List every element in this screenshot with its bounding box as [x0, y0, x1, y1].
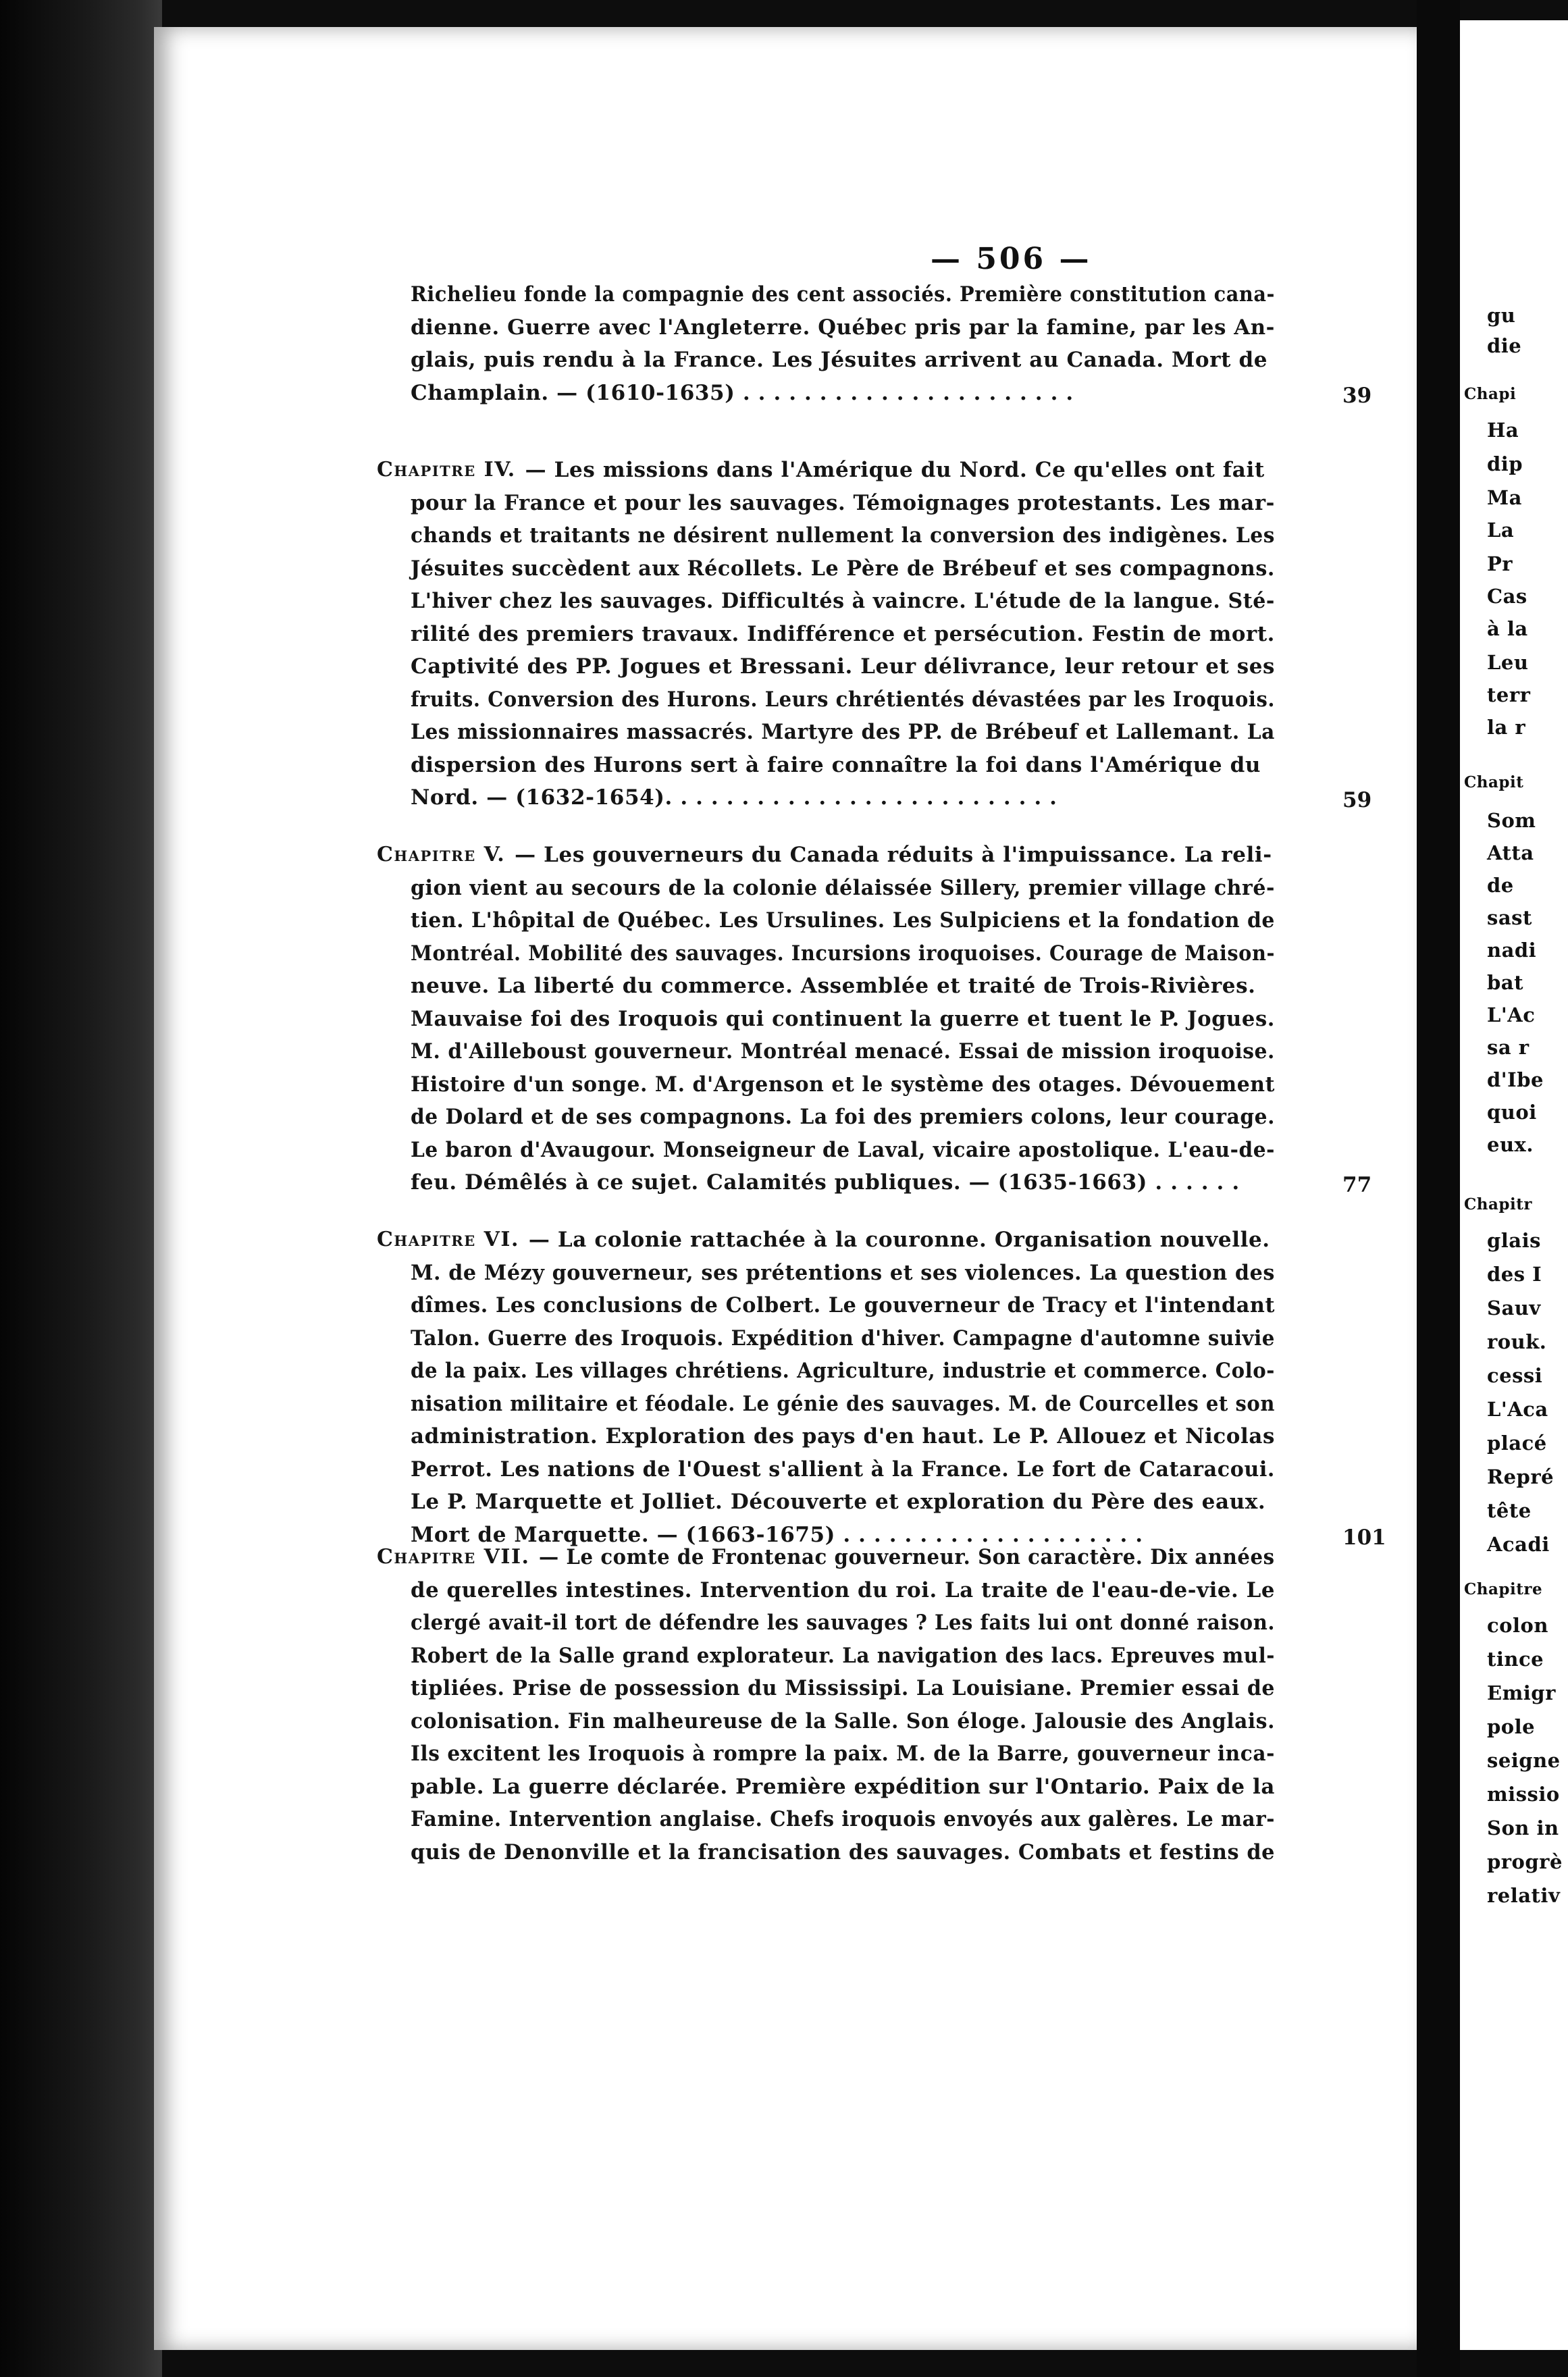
toc-page-number: 101 — [1342, 1525, 1386, 1550]
toc-page-number: 77 — [1342, 1173, 1372, 1197]
adjacent-text-fragment: Pr — [1487, 552, 1513, 575]
toc-line: Ils excitent les Iroquois à rompre la paix. M. de la Barre, gouverneur inca- — [411, 1742, 1275, 1766]
toc-line: Famine. Intervention anglaise. Chefs iroquois envoyés aux galères. Le mar- — [411, 1807, 1275, 1831]
adjacent-text-fragment: gu — [1487, 304, 1516, 327]
toc-line: dienne. Guerre avec l'Angleterre. Québec pris par la famine, par les An- — [411, 315, 1275, 340]
adjacent-page-fragment — [1460, 20, 1568, 2350]
adjacent-chapter-label: Chapitre — [1464, 1580, 1543, 1598]
adjacent-text-fragment: Son in — [1487, 1817, 1559, 1839]
adjacent-text-fragment: de — [1487, 874, 1514, 897]
toc-line: — Les missions dans l'Amérique du Nord. Ce qu'elles ont fait — [525, 458, 1265, 482]
adjacent-text-fragment: à la — [1487, 617, 1528, 640]
toc-line: nisation militaire et féodale. Le génie des sauvages. M. de Courcelles et son — [411, 1391, 1275, 1416]
adjacent-chapter-label: Chapi — [1464, 385, 1517, 403]
toc-line: de la paix. Les villages chrétiens. Agriculture, industrie et commerce. Colo- — [411, 1359, 1275, 1383]
adjacent-text-fragment: Cas — [1487, 585, 1527, 608]
toc-line: M. de Mézy gouverneur, ses prétentions et ses violences. La question des — [411, 1260, 1275, 1285]
toc-line: de Dolard et de ses compagnons. La foi des premiers colons, leur courage. — [411, 1105, 1275, 1129]
adjacent-text-fragment: tince — [1487, 1648, 1544, 1671]
toc-line: rilité des premiers travaux. Indifférence et persécution. Festin de mort. — [411, 621, 1275, 646]
toc-line: fruits. Conversion des Hurons. Leurs chrétientés dévastées par les Iroquois. — [411, 687, 1275, 712]
toc-line: Le P. Marquette et Jolliet. Découverte et exploration du Père des eaux. — [411, 1490, 1266, 1514]
adjacent-text-fragment: quoi — [1487, 1101, 1537, 1124]
toc-line: neuve. La liberté du commerce. Assemblée et traité de Trois-Rivières. — [411, 974, 1256, 998]
toc-line: — Les gouverneurs du Canada réduits à l'impuissance. La reli- — [515, 843, 1272, 867]
toc-line: de querelles intestines. Intervention du roi. La traite de l'eau-de-vie. Le — [411, 1577, 1275, 1602]
toc-line: Talon. Guerre des Iroquois. Expédition d'hiver. Campagne d'automne suivie — [411, 1326, 1275, 1351]
toc-line: colonisation. Fin malheureuse de la Salle. Son éloge. Jalousie des Anglais. — [411, 1708, 1275, 1733]
adjacent-text-fragment: d'Ibe — [1487, 1068, 1544, 1091]
toc-line: pable. La guerre déclarée. Première expédition sur l'Ontario. Paix de la — [411, 1774, 1275, 1799]
toc-line: Perrot. Les nations de l'Ouest s'allient à la France. Le fort de Cataracoui. — [411, 1457, 1275, 1482]
adjacent-text-fragment: pole — [1487, 1715, 1536, 1738]
adjacent-text-fragment: des I — [1487, 1263, 1542, 1286]
chapter-label: Chapitre V. — [377, 843, 506, 866]
adjacent-text-fragment: L'Aca — [1487, 1398, 1548, 1421]
book-page — [154, 27, 1417, 2350]
adjacent-text-fragment: sa r — [1487, 1036, 1530, 1059]
toc-page-number: 59 — [1342, 788, 1372, 812]
toc-line: pour la France et pour les sauvages. Témoignages protestants. Les mar- — [411, 490, 1275, 515]
adjacent-text-fragment: nadi — [1487, 939, 1537, 962]
toc-line: Nord. — (1632-1654). . . . . . . . . . . . . . . . . . . . . . . . . . — [411, 785, 1057, 810]
toc-line: Histoire d'un songe. M. d'Argenson et le système des otages. Dévouement — [411, 1072, 1275, 1097]
toc-line: — La colonie rattachée à la couronne. Organisation nouvelle. — [528, 1228, 1270, 1252]
adjacent-text-fragment: L'Ac — [1487, 1003, 1536, 1026]
adjacent-text-fragment: rouk. — [1487, 1330, 1547, 1353]
toc-line: Captivité des PP. Jogues et Bressani. Leur délivrance, leur retour et ses — [411, 654, 1275, 679]
toc-line: L'hiver chez les sauvages. Difficultés à vaincre. L'étude de la langue. Sté- — [411, 589, 1275, 613]
toc-line: tipliées. Prise de possession du Mississipi. La Louisiane. Premier essai de — [411, 1676, 1275, 1700]
toc-line: clergé avait-il tort de défendre les sauvages ? Les faits lui ont donné raison. — [411, 1611, 1275, 1635]
adjacent-text-fragment: Atta — [1487, 841, 1534, 864]
adjacent-text-fragment: terr — [1487, 683, 1531, 706]
adjacent-text-fragment: Repré — [1487, 1465, 1554, 1488]
toc-line: chands et traitants ne désirent nullement la conversion des indigènes. Les — [411, 523, 1275, 548]
page-gutter — [1417, 0, 1460, 2377]
toc-line: Robert de la Salle grand explorateur. La navigation des lacs. Epreuves mul- — [411, 1643, 1275, 1668]
adjacent-text-fragment: Emigr — [1487, 1681, 1556, 1704]
adjacent-text-fragment: Ha — [1487, 419, 1519, 442]
adjacent-text-fragment: Ma — [1487, 486, 1522, 509]
adjacent-text-fragment: Leu — [1487, 651, 1529, 674]
adjacent-text-fragment: glais — [1487, 1229, 1541, 1252]
adjacent-text-fragment: die — [1487, 334, 1522, 357]
toc-line: Richelieu fonde la compagnie des cent associés. Première constitution cana- — [411, 282, 1275, 307]
adjacent-text-fragment: Som — [1487, 809, 1536, 832]
adjacent-text-fragment: tête — [1487, 1499, 1532, 1522]
adjacent-text-fragment: eux. — [1487, 1133, 1534, 1156]
chapter-label: Chapitre IV. — [377, 458, 516, 481]
toc-line: administration. Exploration des pays d'en haut. Le P. Allouez et Nicolas — [411, 1424, 1275, 1448]
adjacent-text-fragment: colon — [1487, 1614, 1548, 1637]
adjacent-text-fragment: la r — [1487, 716, 1526, 739]
adjacent-text-fragment: progrè — [1487, 1850, 1563, 1873]
toc-line: gion vient au secours de la colonie délaissée Sillery, premier village chré- — [411, 875, 1275, 900]
toc-line: Le baron d'Avaugour. Monseigneur de Laval, vicaire apostolique. L'eau-de- — [411, 1137, 1275, 1162]
toc-line: quis de Denonville et la francisation des sauvages. Combats et festins de — [411, 1839, 1275, 1864]
adjacent-text-fragment: La — [1487, 519, 1515, 542]
adjacent-text-fragment: cessi — [1487, 1364, 1543, 1387]
toc-line: Mort de Marquette. — (1663-1675) . . . . . . . . . . . . . . . . . . . . — [411, 1522, 1143, 1547]
chapter-label: Chapitre VI. — [377, 1228, 519, 1251]
page-number: — 506 — — [931, 242, 1092, 276]
scan-binding-shadow — [0, 0, 162, 2377]
adjacent-text-fragment: Sauv — [1487, 1297, 1541, 1320]
toc-line: dispersion des Hurons sert à faire connaître la foi dans l'Amérique du — [411, 752, 1261, 777]
toc-line: — Le comte de Frontenac gouverneur. Son caractère. Dix années — [539, 1545, 1275, 1569]
adjacent-text-fragment: bat — [1487, 971, 1523, 994]
adjacent-chapter-label: Chapitr — [1464, 1195, 1532, 1213]
toc-line: M. d'Ailleboust gouverneur. Montréal menacé. Essai de mission iroquoise. — [411, 1039, 1275, 1064]
toc-line: tien. L'hôpital de Québec. Les Ursulines. Les Sulpiciens et la fondation de — [411, 908, 1275, 933]
toc-line: Les missionnaires massacrés. Martyre des PP. de Brébeuf et Lallemant. La — [411, 720, 1275, 744]
adjacent-text-fragment: relativ — [1487, 1884, 1561, 1907]
toc-line: Montréal. Mobilité des sauvages. Incursions iroquoises. Courage de Maison- — [411, 941, 1275, 966]
toc-line: glais, puis rendu à la France. Les Jésuites arrivent au Canada. Mort de — [411, 348, 1268, 372]
toc-line: dîmes. Les conclusions de Colbert. Le gouverneur de Tracy et l'intendant — [411, 1293, 1275, 1317]
toc-page-number: 39 — [1342, 383, 1372, 408]
adjacent-text-fragment: missio — [1487, 1783, 1560, 1806]
adjacent-text-fragment: seigne — [1487, 1749, 1561, 1772]
adjacent-text-fragment: sast — [1487, 906, 1532, 929]
toc-line: Champlain. — (1610-1635) . . . . . . . . . . . . . . . . . . . . . . — [411, 380, 1074, 405]
adjacent-text-fragment: placé — [1487, 1432, 1547, 1455]
adjacent-chapter-label: Chapit — [1464, 773, 1524, 791]
toc-line: Jésuites succèdent aux Récollets. Le Père de Brébeuf et ses compagnons. — [411, 556, 1275, 581]
toc-line: feu. Démêlés à ce sujet. Calamités publiques. — (1635-1663) . . . . . . — [411, 1170, 1240, 1195]
chapter-label: Chapitre VII. — [377, 1545, 530, 1569]
toc-line: Mauvaise foi des Iroquois qui continuent la guerre et tuent le P. Jogues. — [411, 1006, 1275, 1031]
adjacent-text-fragment: dip — [1487, 452, 1523, 475]
adjacent-text-fragment: Acadi — [1487, 1533, 1550, 1556]
